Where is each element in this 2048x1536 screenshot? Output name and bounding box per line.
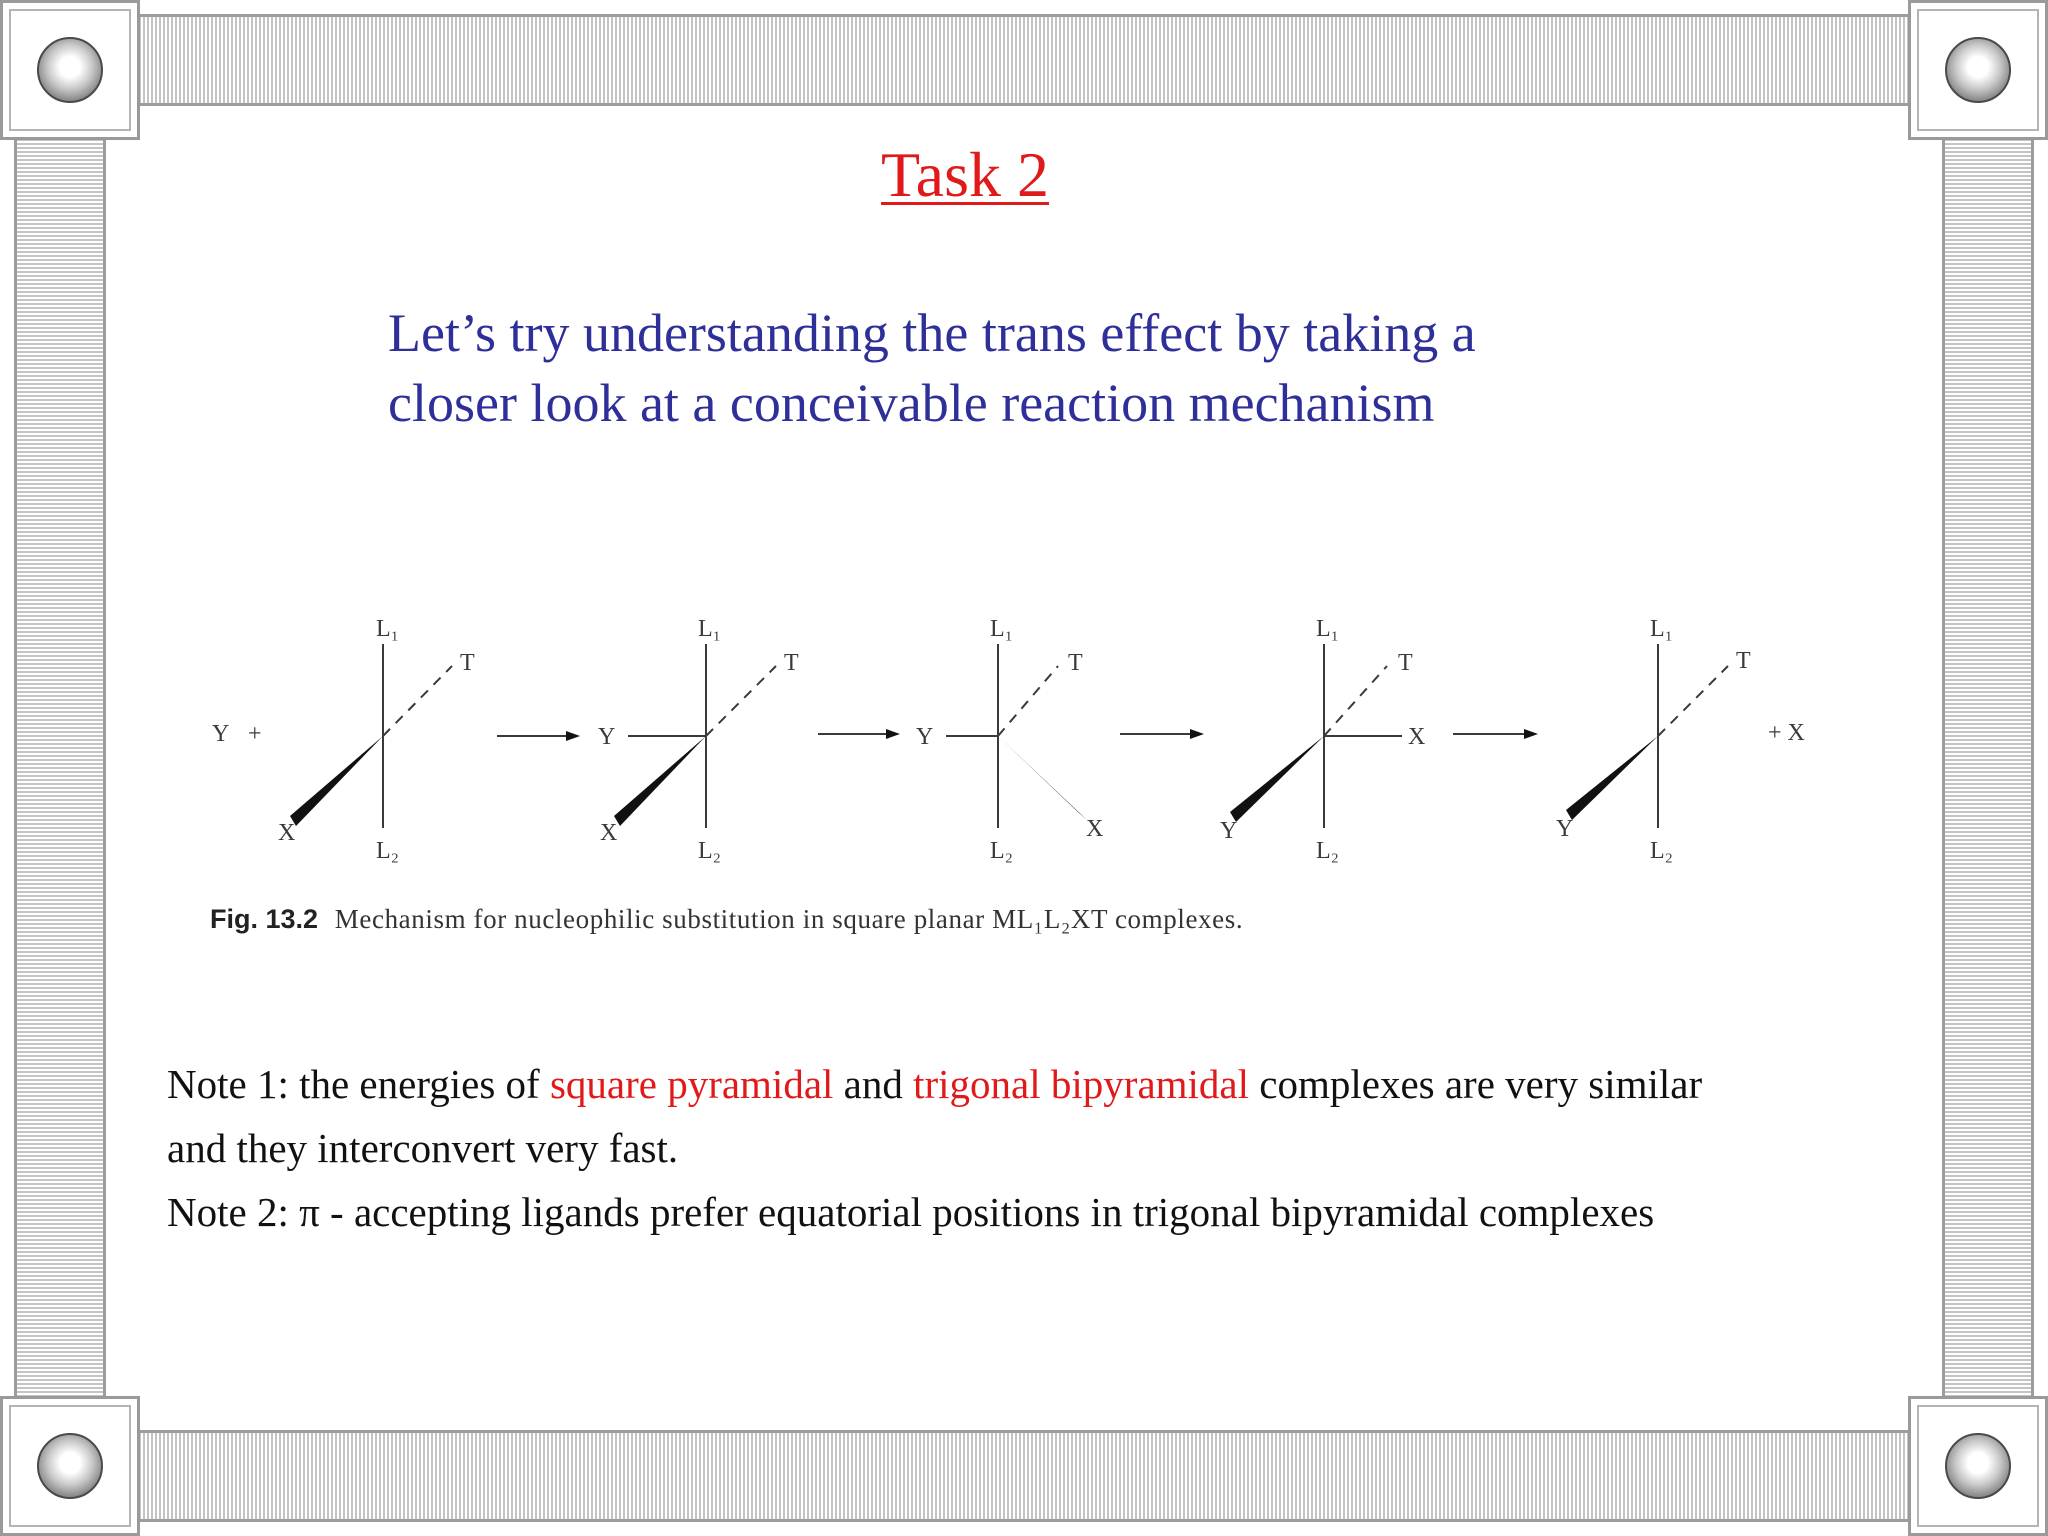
label-t: T (1398, 650, 1413, 676)
mechanism-figure (190, 600, 1850, 864)
label-l1: L₁ (1316, 616, 1340, 642)
label-y: Y (1556, 816, 1574, 842)
label-y: Y (916, 724, 934, 750)
frame-rail-top (132, 14, 1916, 106)
frame-rail-left (14, 132, 106, 1404)
knob-icon (37, 37, 103, 103)
label-t: T (460, 650, 475, 676)
label-l2: L₂ (1650, 838, 1674, 864)
slide-title: Task 2 (881, 139, 1049, 210)
bond-dashed-t (1658, 666, 1728, 736)
figure-caption-text: Mechanism for nucleophilic substitution in square planar ML₁L₂XT complexes. (334, 904, 1244, 934)
label-x: X (278, 820, 296, 846)
arrowhead (566, 731, 580, 741)
intro-line-1: Let’s try understanding the trans effect by taking a (388, 303, 1476, 363)
knob-icon (37, 1433, 103, 1499)
frame-corner-top-right (1908, 0, 2048, 140)
label-y: Y (598, 724, 616, 750)
frame-corner-top-left (0, 0, 140, 140)
label-plus: + (248, 721, 262, 747)
wedge-bond (1566, 736, 1658, 820)
frame-corner-bottom-right (1908, 1396, 2048, 1536)
label-l1: L₁ (1650, 616, 1674, 642)
note-1-prefix: Note 1: the energies of (167, 1061, 550, 1107)
label-l1: L₁ (698, 616, 722, 642)
figure-caption-label: Fig. 13.2 (210, 904, 319, 934)
label-l1: L₁ (990, 616, 1014, 642)
note-2: Note 2: π - accepting ligands prefer equatorial positions in trigonal bipyramidal complexes (167, 1189, 1655, 1235)
wedge-bond (614, 736, 706, 826)
note-1-mid: and (833, 1061, 914, 1107)
bond-dashed-t (998, 666, 1058, 736)
label-x: X (1408, 724, 1426, 750)
label-t: T (1068, 650, 1083, 676)
intro-text (388, 298, 1688, 438)
note-1-highlight-square-pyramidal: square pyramidal (549, 1061, 834, 1107)
frame-corner-bottom-left (0, 1396, 140, 1536)
label-t: T (1736, 648, 1751, 674)
notes (167, 1052, 1867, 1244)
label-t: T (784, 650, 799, 676)
label-l2: L₂ (990, 838, 1014, 864)
wedge-bond (1230, 736, 1324, 822)
note-1-line-1 (167, 1052, 1867, 1116)
label-x: X (600, 820, 618, 846)
frame-rail-bottom (132, 1430, 1916, 1522)
label-l2: L₂ (376, 838, 400, 864)
label-l2: L₂ (698, 838, 722, 864)
note-1-suffix: complexes are very similar (1249, 1061, 1703, 1107)
knob-icon (1945, 1433, 2011, 1499)
label-l2: L₂ (1316, 838, 1340, 864)
label-y: Y (212, 721, 230, 747)
label-plus-x: + X (1768, 720, 1805, 746)
label-y: Y (1220, 818, 1238, 844)
arrowhead (886, 729, 900, 739)
note-1-highlight-trigonal-bipyramidal: trigonal bipyramidal (913, 1061, 1250, 1107)
bond-dashed-t (706, 666, 776, 736)
arrowhead (1524, 729, 1538, 739)
frame-rail-right (1942, 132, 2034, 1404)
figure-caption (210, 904, 1243, 935)
wedge-bond (998, 736, 1087, 820)
knob-icon (1945, 37, 2011, 103)
bond-dashed-t (1324, 666, 1387, 736)
label-x: X (1086, 816, 1104, 842)
wedge-bond (290, 736, 383, 826)
arrowhead (1190, 729, 1204, 739)
label-l1: L₁ (376, 616, 400, 642)
bond-dashed-t (383, 666, 452, 736)
note-1-line-2: and they interconvert very fast. (167, 1125, 679, 1171)
intro-line-2: closer look at a conceivable reaction mechanism (388, 373, 1435, 433)
